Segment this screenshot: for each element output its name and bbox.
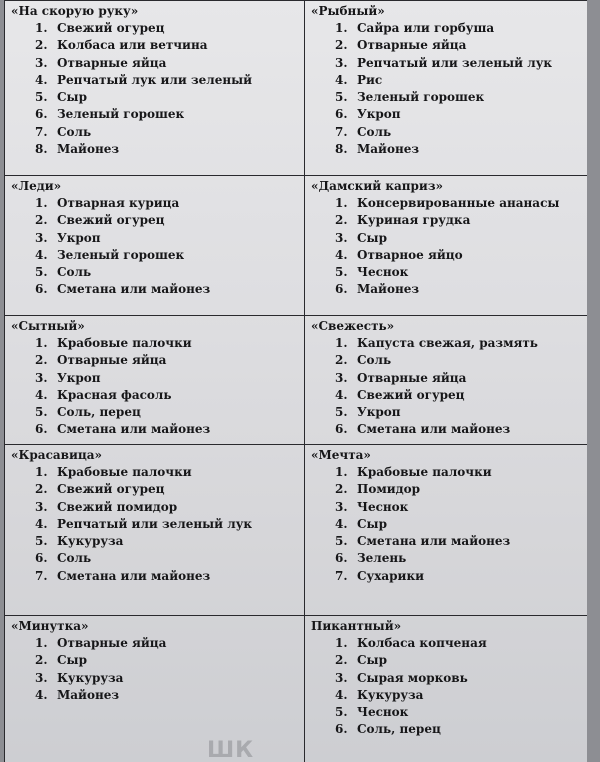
recipe-cell	[5, 445, 305, 616]
ingredient-text: Колбаса копченая	[357, 636, 487, 650]
ingredient-text: Крабовые палочки	[357, 465, 492, 479]
ingredient-text: Соль	[57, 551, 92, 566]
ingredient-number: 4.	[335, 687, 348, 702]
ingredient-item	[335, 20, 587, 37]
ingredient-number: 4.	[335, 516, 348, 531]
ingredient-number: 7.	[35, 124, 48, 139]
ingredient-text: Отварные яйца	[357, 370, 467, 385]
watermark: ШК	[207, 738, 255, 762]
ingredient-text: Сыр	[57, 653, 87, 668]
ingredient-text: Сайра или горбуша	[357, 21, 495, 35]
ingredient-item	[335, 264, 587, 281]
ingredient-item	[35, 652, 298, 669]
ingredient-number: 3.	[35, 55, 48, 70]
ingredient-number: 1.	[335, 336, 348, 350]
recipe-row	[5, 1, 588, 176]
ingredient-number: 5.	[335, 534, 348, 549]
ingredient-number: 3.	[35, 370, 48, 385]
ingredient-text: Куриная грудка	[357, 213, 471, 228]
ingredient-list	[11, 335, 298, 439]
ingredient-item	[335, 106, 587, 123]
ingredient-text: Соль	[357, 353, 392, 368]
ingredient-item	[35, 55, 298, 72]
ingredient-item	[35, 212, 298, 229]
ingredient-list	[311, 464, 587, 585]
ingredient-number: 6.	[335, 722, 348, 737]
ingredient-text: Зеленый горошек	[57, 247, 185, 262]
ingredient-text: Сметана или майонез	[57, 422, 211, 437]
ingredient-text: Репчатый или зеленый лук	[57, 516, 253, 531]
ingredient-item	[335, 568, 587, 585]
ingredient-item	[35, 230, 298, 247]
ingredient-item	[335, 481, 587, 498]
ingredient-item	[35, 635, 298, 652]
ingredient-number: 4.	[35, 72, 48, 87]
ingredient-text: Сметана или майонез	[357, 422, 511, 437]
ingredient-text: Соль, перец	[357, 722, 441, 737]
ingredient-number: 3.	[35, 230, 48, 245]
ingredient-text: Сыр	[357, 516, 387, 531]
ingredient-number: 6.	[335, 551, 348, 566]
ingredient-number: 2.	[35, 653, 48, 668]
recipe-row	[5, 316, 588, 445]
ingredient-text: Отварные яйца	[57, 353, 167, 368]
ingredient-item	[335, 516, 587, 533]
ingredient-number: 8.	[35, 142, 48, 157]
ingredient-number: 6.	[35, 107, 48, 122]
ingredient-text: Соль	[57, 265, 92, 280]
ingredient-number: 2.	[35, 213, 48, 228]
ingredient-item	[335, 55, 587, 72]
ingredient-number: 3.	[35, 670, 48, 685]
ingredient-item	[335, 652, 587, 669]
ingredient-number: 7.	[35, 568, 48, 583]
ingredient-text: Свежий огурец	[357, 387, 465, 402]
ingredient-text: Майонез	[357, 142, 420, 157]
ingredient-item	[35, 37, 298, 54]
ingredient-item	[335, 195, 587, 212]
ingredient-text: Свежий огурец	[57, 482, 165, 497]
ingredient-text: Отварное яйцо	[357, 247, 463, 262]
recipe-title: «Свежесть»	[311, 319, 395, 333]
ingredient-item	[35, 387, 298, 404]
ingredient-text: Майонез	[357, 282, 420, 297]
ingredient-text: Сырая морковь	[357, 670, 468, 685]
ingredient-item	[35, 195, 298, 212]
ingredient-number: 5.	[335, 705, 348, 720]
recipe-table	[4, 0, 587, 762]
ingredient-list	[311, 335, 587, 439]
ingredient-list	[11, 195, 298, 299]
ingredient-text: Отварные яйца	[57, 636, 167, 650]
ingredient-text: Красная фасоль	[57, 387, 172, 402]
ingredient-text: Свежий помидор	[57, 499, 178, 514]
ingredient-text: Чеснок	[357, 499, 409, 514]
recipe-cell	[305, 176, 588, 316]
ingredient-item	[35, 516, 298, 533]
ingredient-number: 6.	[35, 551, 48, 566]
ingredient-number: 3.	[335, 370, 348, 385]
recipe-cell	[305, 445, 588, 616]
ingredient-number: 4.	[335, 247, 348, 262]
ingredient-item	[335, 335, 587, 352]
ingredient-number: 3.	[335, 230, 348, 245]
ingredient-number: 2.	[335, 653, 348, 668]
ingredient-number: 2.	[335, 482, 348, 497]
ingredient-number: 3.	[335, 670, 348, 685]
recipe-title: Пикантный»	[311, 619, 402, 633]
ingredient-number: 8.	[335, 142, 348, 157]
ingredient-item	[35, 281, 298, 298]
ingredient-item	[35, 533, 298, 550]
ingredient-number: 1.	[35, 636, 48, 650]
ingredient-number: 4.	[335, 72, 348, 87]
ingredient-item	[335, 404, 587, 421]
recipe-title: «Дамский каприз»	[311, 179, 443, 193]
recipe-cell	[305, 1, 588, 176]
ingredient-number: 4.	[35, 247, 48, 262]
recipe-title: «Минутка»	[11, 619, 89, 633]
recipe-title: «Мечта»	[311, 448, 371, 462]
ingredient-number: 5.	[35, 534, 48, 549]
recipe-sheet	[4, 0, 587, 762]
ingredient-item	[335, 370, 587, 387]
ingredient-number: 5.	[335, 265, 348, 280]
ingredient-text: Колбаса или ветчина	[57, 38, 208, 53]
ingredient-text: Отварные яйца	[357, 38, 467, 53]
ingredient-text: Рис	[357, 72, 383, 87]
ingredient-text: Крабовые палочки	[57, 336, 192, 350]
ingredient-text: Соль, перец	[57, 405, 141, 420]
ingredient-item	[335, 124, 587, 141]
ingredient-item	[35, 72, 298, 89]
recipe-title: «Сытный»	[11, 319, 85, 333]
ingredient-item	[335, 141, 587, 158]
ingredient-text: Зелень	[357, 551, 407, 566]
ingredient-item	[35, 124, 298, 141]
ingredient-text: Соль	[357, 124, 392, 139]
ingredient-number: 6.	[335, 282, 348, 297]
ingredient-text: Кукуруза	[57, 534, 124, 549]
ingredient-text: Соль	[57, 124, 92, 139]
ingredient-text: Консервированные ананасы	[357, 196, 560, 210]
recipe-row	[5, 616, 588, 762]
ingredient-item	[35, 481, 298, 498]
ingredient-number: 7.	[335, 568, 348, 583]
ingredient-number: 2.	[335, 353, 348, 368]
ingredient-text: Сметана или майонез	[57, 282, 211, 297]
ingredient-item	[335, 281, 587, 298]
ingredient-item	[335, 72, 587, 89]
ingredient-text: Сметана или майонез	[57, 568, 211, 583]
ingredient-list	[11, 635, 298, 704]
ingredient-number: 6.	[35, 422, 48, 437]
ingredient-number: 1.	[35, 21, 48, 35]
ingredient-text: Зеленый горошек	[57, 107, 185, 122]
ingredient-item	[35, 687, 298, 704]
ingredient-text: Отварная курица	[57, 196, 180, 210]
ingredient-number: 4.	[335, 387, 348, 402]
ingredient-number: 3.	[335, 55, 348, 70]
ingredient-number: 5.	[335, 90, 348, 105]
ingredient-number: 5.	[35, 265, 48, 280]
recipe-row	[5, 445, 588, 616]
ingredient-item	[35, 264, 298, 281]
ingredient-text: Кукуруза	[357, 687, 424, 702]
ingredient-number: 5.	[335, 405, 348, 420]
ingredient-number: 1.	[35, 196, 48, 210]
ingredient-item	[35, 550, 298, 567]
ingredient-item	[335, 687, 587, 704]
recipe-title: «Красавица»	[11, 448, 103, 462]
recipe-cell	[5, 176, 305, 316]
ingredient-item	[35, 404, 298, 421]
ingredient-number: 1.	[35, 336, 48, 350]
ingredient-text: Сухарики	[357, 568, 425, 583]
ingredient-number: 1.	[35, 465, 48, 479]
ingredient-number: 1.	[335, 465, 348, 479]
ingredient-item	[35, 20, 298, 37]
ingredient-text: Сыр	[357, 230, 387, 245]
ingredient-text: Укроп	[357, 107, 401, 122]
ingredient-item	[335, 635, 587, 652]
recipe-title: «На скорую руку»	[11, 4, 139, 18]
ingredient-item	[335, 212, 587, 229]
ingredient-item	[35, 464, 298, 481]
ingredient-number: 2.	[335, 38, 348, 53]
ingredient-item	[35, 421, 298, 438]
ingredient-item	[335, 247, 587, 264]
recipe-title: «Леди»	[11, 179, 62, 193]
ingredient-number: 2.	[35, 482, 48, 497]
ingredient-number: 6.	[335, 107, 348, 122]
ingredient-text: Чеснок	[357, 265, 409, 280]
ingredient-text: Кукуруза	[57, 670, 124, 685]
ingredient-item	[335, 721, 587, 738]
ingredient-item	[35, 141, 298, 158]
ingredient-text: Чеснок	[357, 705, 409, 720]
ingredient-item	[35, 370, 298, 387]
ingredient-number: 4.	[35, 516, 48, 531]
ingredient-text: Укроп	[57, 230, 101, 245]
ingredient-number: 3.	[335, 499, 348, 514]
ingredient-item	[335, 550, 587, 567]
ingredient-number: 1.	[335, 636, 348, 650]
ingredient-item	[335, 670, 587, 687]
ingredient-text: Зеленый горошек	[357, 90, 485, 105]
ingredient-number: 1.	[335, 196, 348, 210]
ingredient-number: 5.	[35, 405, 48, 420]
ingredient-item	[335, 352, 587, 369]
recipe-cell	[5, 616, 305, 762]
ingredient-number: 4.	[35, 687, 48, 702]
ingredient-item	[335, 89, 587, 106]
ingredient-number: 5.	[35, 90, 48, 105]
ingredient-item	[35, 670, 298, 687]
ingredient-text: Свежий огурец	[57, 213, 165, 228]
ingredient-number: 6.	[35, 282, 48, 297]
ingredient-item	[35, 335, 298, 352]
ingredient-item	[335, 499, 587, 516]
ingredient-text: Сметана или майонез	[357, 534, 511, 549]
ingredient-text: Помидор	[357, 482, 421, 497]
ingredient-text: Репчатый лук или зеленый	[57, 72, 253, 87]
ingredient-number: 7.	[335, 124, 348, 139]
ingredient-text: Капуста свежая, размять	[357, 336, 538, 350]
recipe-cell	[5, 316, 305, 445]
ingredient-text: Сыр	[57, 90, 87, 105]
ingredient-text: Сыр	[357, 653, 387, 668]
ingredient-item	[35, 89, 298, 106]
recipe-row	[5, 176, 588, 316]
ingredient-text: Майонез	[57, 687, 120, 702]
ingredient-item	[335, 464, 587, 481]
ingredient-item	[335, 533, 587, 550]
ingredient-number: 3.	[35, 499, 48, 514]
ingredient-text: Укроп	[57, 370, 101, 385]
ingredient-item	[35, 499, 298, 516]
ingredient-number: 4.	[35, 387, 48, 402]
ingredient-list	[311, 195, 587, 299]
ingredient-item	[35, 247, 298, 264]
ingredient-item	[35, 106, 298, 123]
ingredient-list	[311, 635, 587, 739]
recipe-cell	[305, 616, 588, 762]
ingredient-list	[11, 20, 298, 158]
ingredient-number: 2.	[35, 353, 48, 368]
recipe-cell	[305, 316, 588, 445]
ingredient-list	[311, 20, 587, 158]
recipe-title: «Рыбный»	[311, 4, 385, 18]
ingredient-number: 1.	[335, 21, 348, 35]
ingredient-item	[335, 704, 587, 721]
ingredient-text: Отварные яйца	[57, 55, 167, 70]
ingredient-text: Укроп	[357, 405, 401, 420]
ingredient-text: Репчатый или зеленый лук	[357, 55, 553, 70]
ingredient-number: 2.	[35, 38, 48, 53]
ingredient-list	[11, 464, 298, 585]
ingredient-item	[335, 421, 587, 438]
ingredient-item	[335, 387, 587, 404]
recipe-cell	[5, 1, 305, 176]
ingredient-item	[35, 352, 298, 369]
ingredient-text: Майонез	[57, 142, 120, 157]
ingredient-item	[335, 230, 587, 247]
ingredient-text: Свежий огурец	[57, 21, 165, 35]
ingredient-item	[35, 568, 298, 585]
ingredient-item	[335, 37, 587, 54]
ingredient-number: 2.	[335, 213, 348, 228]
ingredient-number: 6.	[335, 422, 348, 437]
ingredient-text: Крабовые палочки	[57, 465, 192, 479]
